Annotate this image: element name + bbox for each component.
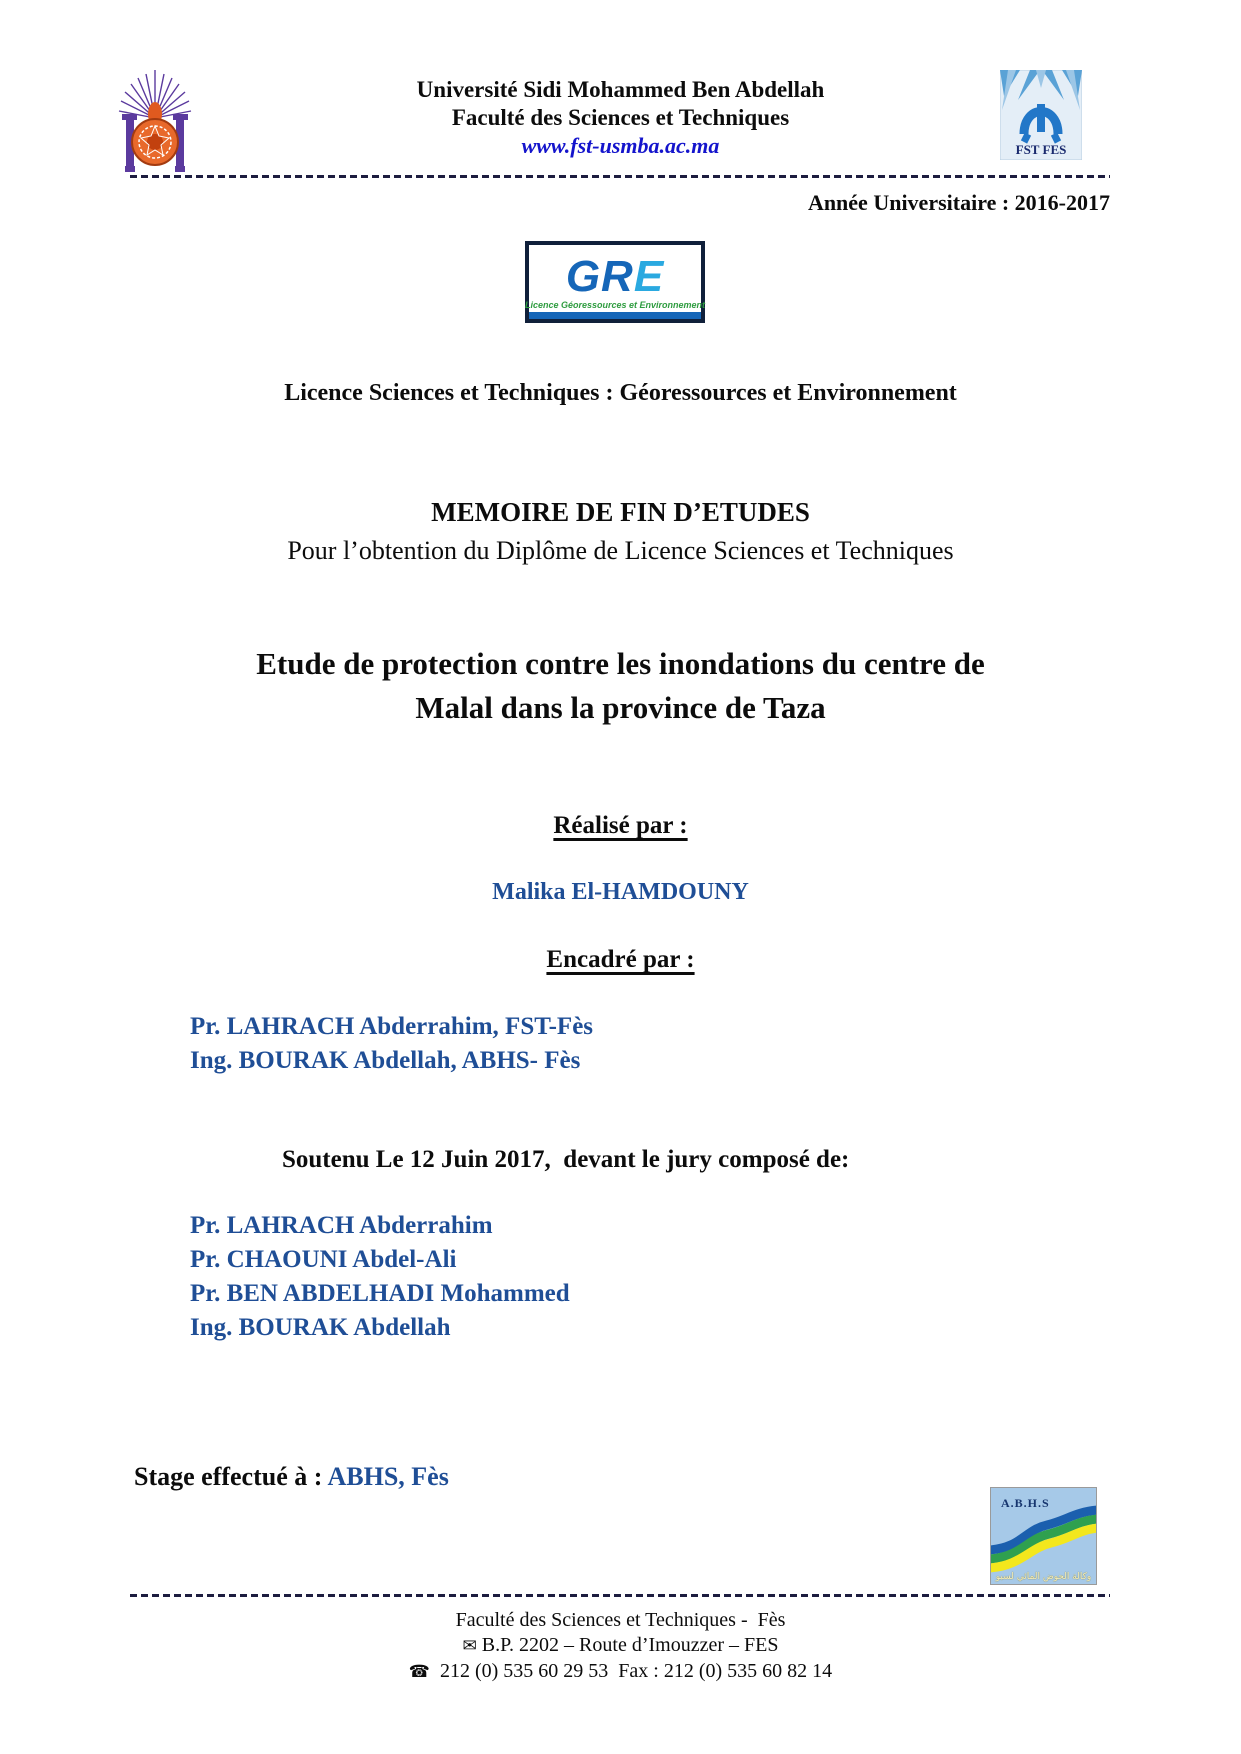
jury-member: Pr. CHAOUNI Abdel-Ali <box>190 1246 457 1273</box>
gre-logo-word <box>565 252 665 301</box>
jury-member: Pr. BEN ABDELHADI Mohammed <box>190 1280 570 1307</box>
defense-line: Soutenu Le 12 Juin 2017, devant le jury composé de: <box>282 1146 850 1173</box>
memoire-title: MEMOIRE DE FIN D’ETUDES <box>431 497 810 527</box>
mail-icon: ✉ <box>462 1636 477 1656</box>
stage-label: Stage effectué à : <box>134 1462 328 1491</box>
gre-logo-caption: Licence Géoressources et Environnement <box>524 300 706 310</box>
stage-line <box>134 1462 449 1492</box>
website-link[interactable]: www.fst-usmba.ac.ma <box>521 133 720 158</box>
supervisor-list <box>190 1010 593 1078</box>
memoire-subtitle: Pour l’obtention du Diplôme de Licence Sciences et Techniques <box>287 536 954 565</box>
thesis-title-line2: Malal dans la province de Taza <box>415 690 826 725</box>
jury-member: Pr. LAHRACH Abderrahim <box>190 1212 493 1239</box>
bottom-dashed-divider <box>130 1594 1110 1597</box>
top-dashed-divider <box>130 175 1110 178</box>
gre-logo-gr: GR <box>565 252 634 301</box>
university-name: Université Sidi Mohammed Ben Abdellah <box>416 77 825 102</box>
faculty-name: Faculté des Sciences et Techniques <box>451 105 790 130</box>
abhs-logo-text: A.B.H.S <box>1001 1496 1050 1510</box>
gre-logo-strip <box>529 312 701 319</box>
program-title: Licence Sciences et Techniques : Géoressources et Environnement <box>284 380 957 406</box>
encadre-par-label: Encadré par : <box>546 946 695 973</box>
author-name: Malika El-HAMDOUNY <box>492 879 749 905</box>
jury-member: Ing. BOURAK Abdellah <box>190 1314 451 1341</box>
gre-logo <box>525 241 705 323</box>
abhs-logo-arabic-text: وكالة الحوض المائي لسبو <box>995 1572 1092 1582</box>
footer-address-text: B.P. 2202 – Route d’Imouzzer – FES <box>481 1634 779 1656</box>
phone-fax-icon: ☎ <box>408 1662 430 1682</box>
stage-value: ABHS, Fès <box>327 1462 449 1491</box>
footer-address <box>0 1633 1241 1659</box>
supervisor-item: Pr. LAHRACH Abderrahim, FST-Fès <box>190 1013 594 1040</box>
abhs-logo <box>990 1487 1097 1585</box>
thesis-title <box>0 642 1241 730</box>
svg-text:FST FES: FST FES <box>1015 142 1067 157</box>
thesis-title-line1: Etude de protection contre les inondations du centre de <box>256 646 985 681</box>
realise-par-label: Réalisé par : <box>553 812 688 839</box>
fst-fes-logo <box>1000 70 1082 160</box>
supervisor-item: Ing. BOURAK Abdellah, ABHS- Fès <box>190 1047 581 1074</box>
gre-logo-e: E <box>633 252 665 301</box>
jury-list <box>190 1209 570 1345</box>
footer-phone-text: 212 (0) 535 60 29 53 Fax : 212 (0) 535 60 82 14 <box>439 1660 833 1682</box>
footer-phone <box>0 1659 1241 1685</box>
footer-block <box>0 1608 1241 1685</box>
footer-faculty: Faculté des Sciences et Techniques - Fès <box>455 1609 786 1631</box>
academic-year: Année Universitaire : 2016-2017 <box>807 190 1110 215</box>
